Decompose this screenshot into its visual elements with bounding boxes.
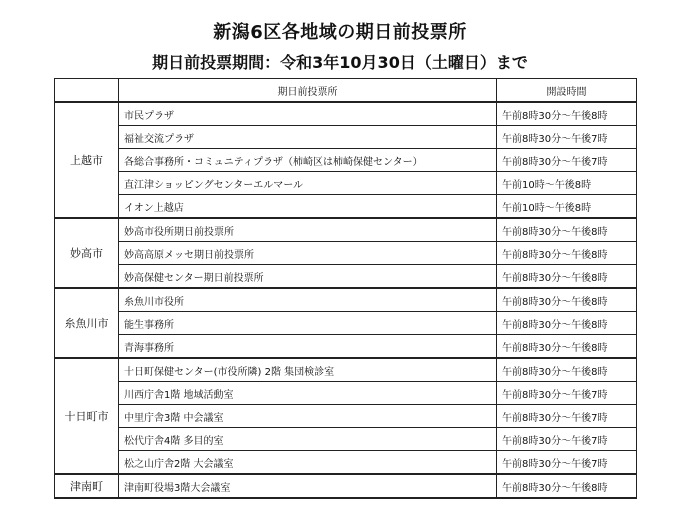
city-name: 妙高市	[55, 218, 119, 288]
table-row	[55, 451, 637, 475]
opening-hours: 午前8時30分～午後7時	[497, 149, 637, 172]
opening-hours: 午前8時30分～午後8時	[497, 242, 637, 265]
station-name: 直江津ショッピングセンターエルマール	[119, 172, 497, 195]
station-name: 妙高市役所期日前投票所	[119, 218, 497, 242]
table-row	[55, 474, 637, 498]
opening-hours: 午前10時～午後8時	[497, 195, 637, 219]
table-row	[55, 242, 637, 265]
opening-hours: 午前8時30分～午後7時	[497, 451, 637, 475]
opening-hours: 午前8時30分～午後8時	[497, 288, 637, 312]
city-group	[55, 218, 637, 288]
table-row	[55, 126, 637, 149]
table-row	[55, 335, 637, 359]
opening-hours: 午前8時30分～午後8時	[497, 358, 637, 382]
city-name: 津南町	[55, 474, 119, 498]
opening-hours: 午前8時30分～午後8時	[497, 474, 637, 498]
table-row	[55, 312, 637, 335]
page-subtitle: 期日前投票期間：令和3年10月30日（土曜日）まで	[152, 53, 528, 72]
table-header	[55, 79, 637, 103]
city-name: 十日町市	[55, 358, 119, 474]
station-name: 松代庁舎4階 多目的室	[119, 428, 497, 451]
station-name: 川西庁舎1階 地域活動室	[119, 382, 497, 405]
station-name: 福祉交流プラザ	[119, 126, 497, 149]
opening-hours: 午前8時30分～午後8時	[497, 312, 637, 335]
opening-hours: 午前8時30分～午後8時	[497, 335, 637, 359]
opening-hours: 午前8時30分～午後7時	[497, 126, 637, 149]
station-name: イオン上越店	[119, 195, 497, 219]
page-title: 新潟6区各地域の期日前投票所	[213, 22, 467, 43]
station-name: 青海事務所	[119, 335, 497, 359]
station-name: 市民プラザ	[119, 102, 497, 126]
opening-hours: 午前8時30分～午後7時	[497, 382, 637, 405]
city-name: 糸魚川市	[55, 288, 119, 358]
opening-hours: 午前8時30分～午後7時	[497, 428, 637, 451]
table-row	[55, 195, 637, 219]
table-row	[55, 288, 637, 312]
table-row	[55, 149, 637, 172]
city-group	[55, 288, 637, 358]
city-group	[55, 102, 637, 218]
header-city	[55, 79, 119, 103]
header-station: 期日前投票所	[119, 79, 497, 103]
station-name: 松之山庁舎2階 大会議室	[119, 451, 497, 475]
table-row	[55, 405, 637, 428]
polling-station-table	[54, 78, 637, 499]
table-row	[55, 265, 637, 289]
table-row	[55, 428, 637, 451]
table-row	[55, 358, 637, 382]
opening-hours: 午前10時～午後8時	[497, 172, 637, 195]
table-row	[55, 382, 637, 405]
opening-hours: 午前8時30分～午後8時	[497, 265, 637, 289]
city-name: 上越市	[55, 102, 119, 218]
opening-hours: 午前8時30分～午後8時	[497, 102, 637, 126]
station-name: 妙高高原メッセ期日前投票所	[119, 242, 497, 265]
station-name: 各総合事務所・コミュニティプラザ（柿崎区は柿崎保健センター）	[119, 149, 497, 172]
header-row	[55, 79, 637, 103]
table-row	[55, 172, 637, 195]
station-name: 能生事務所	[119, 312, 497, 335]
city-group	[55, 358, 637, 474]
opening-hours: 午前8時30分～午後7時	[497, 405, 637, 428]
station-name: 津南町役場3階大会議室	[119, 474, 497, 498]
header-hours: 開設時間	[497, 79, 637, 103]
station-name: 中里庁舎3階 中会議室	[119, 405, 497, 428]
station-name: 妙高保健センター期日前投票所	[119, 265, 497, 289]
city-group	[55, 474, 637, 498]
table-row	[55, 102, 637, 126]
table-row	[55, 218, 637, 242]
station-name: 糸魚川市役所	[119, 288, 497, 312]
opening-hours: 午前8時30分～午後8時	[497, 218, 637, 242]
station-name: 十日町保健センター(市役所隣) 2階 集団検診室	[119, 358, 497, 382]
